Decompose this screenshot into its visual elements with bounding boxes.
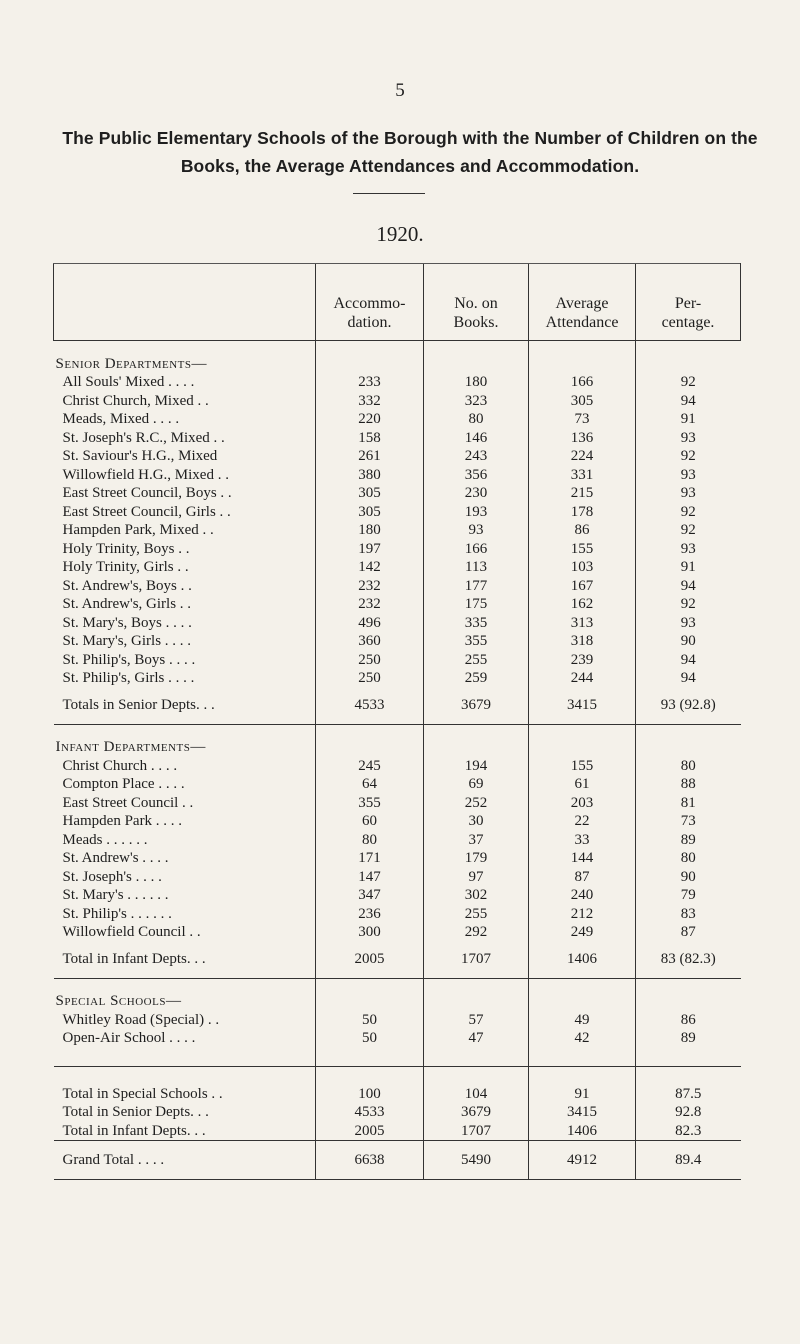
table-row — [54, 410, 741, 429]
percentage-cell: 83 (82.3) — [636, 942, 741, 979]
accommodation-cell: 347 — [316, 886, 424, 905]
accommodation-cell: 380 — [316, 466, 424, 485]
books-cell: 179 — [424, 849, 529, 868]
table-row — [54, 503, 741, 522]
spacer-row — [54, 1066, 741, 1085]
percentage-cell: 92 — [636, 503, 741, 522]
school-name: St. Philip's, Girls . . . . — [62, 670, 195, 686]
average-attendance-cell: 42 — [529, 1029, 636, 1048]
table-row — [54, 392, 741, 411]
table-row — [54, 558, 741, 577]
average-attendance-cell: 203 — [529, 794, 636, 813]
books-cell: 255 — [424, 905, 529, 924]
percentage-cell: 94 — [636, 577, 741, 596]
accommodation-cell: 50 — [316, 1011, 424, 1030]
accommodation-cell: 250 — [316, 669, 424, 688]
accommodation-cell: 142 — [316, 558, 424, 577]
accommodation-cell: 232 — [316, 577, 424, 596]
total-label: Total in Infant Depts. . . — [54, 942, 316, 979]
table-row — [54, 466, 741, 485]
books-cell: 302 — [424, 886, 529, 905]
school-name: Christ Church, Mixed . . — [62, 392, 209, 409]
table-row — [54, 484, 741, 503]
accommodation-cell: 233 — [316, 373, 424, 392]
average-attendance-cell: 22 — [529, 812, 636, 831]
books-cell: 3679 — [424, 1103, 529, 1122]
books-cell: 180 — [424, 373, 529, 392]
school-name: Hampden Park . . . . — [62, 813, 183, 829]
section-heading-senior: Senior Departments— — [55, 355, 207, 372]
percentage-cell: 92 — [636, 595, 741, 614]
grand-total-row — [54, 1141, 741, 1180]
percentage-cell: 86 — [636, 1011, 741, 1030]
percentage-cell: 94 — [636, 392, 741, 411]
school-name: St. Philip's, Boys . . . . — [62, 651, 196, 668]
table-row — [54, 1011, 741, 1030]
section-heading-row — [54, 724, 741, 757]
percentage-cell: 87.5 — [636, 1085, 741, 1104]
table-row — [54, 632, 741, 651]
school-name: East Street Council, Girls . . — [62, 503, 231, 520]
books-cell: 5490 — [424, 1141, 529, 1180]
school-name: Meads, Mixed . . . . — [62, 411, 180, 427]
books-cell: 175 — [424, 595, 529, 614]
books-cell: 146 — [424, 429, 529, 448]
accommodation-cell: 60 — [316, 812, 424, 831]
empty-cell — [316, 978, 424, 1011]
table-row — [54, 651, 741, 670]
school-name: Willowfield H.G., Mixed . . — [62, 466, 229, 483]
summary-label: Total in Special Schools . . — [62, 1085, 223, 1102]
accommodation-cell: 250 — [316, 651, 424, 670]
accommodation-cell: 4533 — [316, 1103, 424, 1122]
books-cell: 335 — [424, 614, 529, 633]
percentage-cell: 92 — [636, 373, 741, 392]
summary-row — [54, 1103, 741, 1122]
average-attendance-cell: 162 — [529, 595, 636, 614]
average-attendance-cell: 215 — [529, 484, 636, 503]
average-attendance-cell: 1406 — [529, 1122, 636, 1141]
percentage-cell: 89.4 — [636, 1141, 741, 1180]
average-attendance-cell: 33 — [529, 831, 636, 850]
summary-row — [54, 1122, 741, 1141]
empty-cell — [424, 1048, 529, 1067]
section-heading-row — [54, 978, 741, 1011]
accommodation-cell: 197 — [316, 540, 424, 559]
school-name: St. Mary's . . . . . . — [62, 887, 169, 903]
school-statistics-table-container — [53, 263, 740, 1180]
table-row — [54, 794, 741, 813]
title-divider — [353, 193, 425, 194]
percentage-cell: 87 — [636, 923, 741, 942]
books-cell: 166 — [424, 540, 529, 559]
percentage-cell: 92 — [636, 447, 741, 466]
books-cell: 47 — [424, 1029, 529, 1048]
school-name: St. Andrew's, Girls . . — [62, 596, 192, 612]
table-row — [54, 595, 741, 614]
summary-label: Total in Senior Depts. . . — [62, 1104, 209, 1120]
school-name: Hampden Park, Mixed . . — [62, 522, 214, 538]
average-attendance-cell: 144 — [529, 849, 636, 868]
accommodation-cell: 4533 — [316, 688, 424, 725]
books-cell: 69 — [424, 775, 529, 794]
books-cell: 30 — [424, 812, 529, 831]
table-row — [54, 812, 741, 831]
percentage-cell: 91 — [636, 558, 741, 577]
books-cell: 356 — [424, 466, 529, 485]
books-cell: 57 — [424, 1011, 529, 1030]
accommodation-cell: 355 — [316, 794, 424, 813]
table-header-row — [54, 264, 741, 341]
school-name: St. Mary's, Girls . . . . — [62, 633, 192, 649]
average-attendance-cell: 239 — [529, 651, 636, 670]
school-name: Whitley Road (Special) . . — [62, 1011, 220, 1028]
books-cell: 292 — [424, 923, 529, 942]
average-attendance-cell: 73 — [529, 410, 636, 429]
infant-total-row — [54, 942, 741, 979]
table-row — [54, 614, 741, 633]
percentage-cell: 90 — [636, 868, 741, 887]
spacer-row — [54, 1048, 741, 1067]
average-attendance-cell: 61 — [529, 775, 636, 794]
average-attendance-cell: 155 — [529, 540, 636, 559]
senior-total-row — [54, 688, 741, 725]
percentage-cell: 89 — [636, 1029, 741, 1048]
accommodation-cell: 158 — [316, 429, 424, 448]
accommodation-cell: 80 — [316, 831, 424, 850]
accommodation-cell: 360 — [316, 632, 424, 651]
books-cell: 259 — [424, 669, 529, 688]
empty-cell — [424, 724, 529, 757]
school-name: Holy Trinity, Boys . . — [62, 540, 190, 557]
percentage-cell: 73 — [636, 812, 741, 831]
page-number: 5 — [395, 80, 405, 101]
average-attendance-cell: 178 — [529, 503, 636, 522]
percentage-cell: 88 — [636, 775, 741, 794]
books-cell: 93 — [424, 521, 529, 540]
header-percentage: Per- centage. — [636, 264, 741, 341]
average-attendance-cell: 313 — [529, 614, 636, 633]
average-attendance-cell: 212 — [529, 905, 636, 924]
average-attendance-cell: 86 — [529, 521, 636, 540]
average-attendance-cell: 249 — [529, 923, 636, 942]
accommodation-cell: 261 — [316, 447, 424, 466]
accommodation-cell: 180 — [316, 521, 424, 540]
books-cell: 355 — [424, 632, 529, 651]
books-cell: 177 — [424, 577, 529, 596]
percentage-cell: 89 — [636, 831, 741, 850]
header-average-attendance: Average Attendance — [529, 264, 636, 341]
empty-cell — [529, 978, 636, 1011]
accommodation-cell: 232 — [316, 595, 424, 614]
school-name: St. Andrew's, Boys . . — [62, 577, 192, 594]
average-attendance-cell: 87 — [529, 868, 636, 887]
school-name: St. Mary's, Boys . . . . — [62, 614, 192, 631]
accommodation-cell: 220 — [316, 410, 424, 429]
percentage-cell: 79 — [636, 886, 741, 905]
header-school-name — [54, 264, 316, 341]
average-attendance-cell: 244 — [529, 669, 636, 688]
average-attendance-cell: 91 — [529, 1085, 636, 1104]
empty-cell — [424, 1066, 529, 1085]
accommodation-cell: 64 — [316, 775, 424, 794]
accommodation-cell: 332 — [316, 392, 424, 411]
books-cell: 252 — [424, 794, 529, 813]
books-cell: 243 — [424, 447, 529, 466]
average-attendance-cell: 4912 — [529, 1141, 636, 1180]
empty-cell — [636, 1048, 741, 1067]
percentage-cell: 93 (92.8) — [636, 688, 741, 725]
percentage-cell: 80 — [636, 849, 741, 868]
table-row — [54, 447, 741, 466]
average-attendance-cell: 3415 — [529, 1103, 636, 1122]
empty-cell — [636, 341, 741, 374]
school-name: Christ Church . . . . — [62, 757, 178, 774]
percentage-cell: 83 — [636, 905, 741, 924]
table-row — [54, 905, 741, 924]
empty-cell — [529, 1066, 636, 1085]
empty-cell — [316, 724, 424, 757]
total-label: Totals in Senior Depts. . . — [54, 688, 316, 725]
accommodation-cell: 171 — [316, 849, 424, 868]
average-attendance-cell: 166 — [529, 373, 636, 392]
books-cell: 255 — [424, 651, 529, 670]
books-cell: 97 — [424, 868, 529, 887]
empty-cell — [424, 341, 529, 374]
books-cell: 37 — [424, 831, 529, 850]
table-row — [54, 831, 741, 850]
books-cell: 80 — [424, 410, 529, 429]
books-cell: 230 — [424, 484, 529, 503]
empty-cell — [529, 724, 636, 757]
percentage-cell: 94 — [636, 651, 741, 670]
school-name: St. Philip's . . . . . . — [62, 905, 172, 922]
average-attendance-cell: 136 — [529, 429, 636, 448]
empty-cell — [316, 1048, 424, 1067]
table-row — [54, 868, 741, 887]
percentage-cell: 93 — [636, 540, 741, 559]
accommodation-cell: 6638 — [316, 1141, 424, 1180]
section-heading-special: Special Schools— — [55, 993, 182, 1009]
table-row — [54, 849, 741, 868]
accommodation-cell: 2005 — [316, 942, 424, 979]
table-body — [54, 341, 741, 1180]
table-row — [54, 373, 741, 392]
table-row — [54, 1029, 741, 1048]
average-attendance-cell: 240 — [529, 886, 636, 905]
section-heading-infant: Infant Departments— — [55, 739, 206, 755]
books-cell: 323 — [424, 392, 529, 411]
percentage-cell: 94 — [636, 669, 741, 688]
school-name: Compton Place . . . . — [62, 776, 185, 792]
percentage-cell: 92 — [636, 521, 741, 540]
percentage-cell: 93 — [636, 466, 741, 485]
school-name: Meads . . . . . . — [62, 831, 148, 848]
percentage-cell: 82.3 — [636, 1122, 741, 1141]
table-row — [54, 540, 741, 559]
header-books: No. on Books. — [424, 264, 529, 341]
average-attendance-cell: 331 — [529, 466, 636, 485]
empty-cell — [529, 341, 636, 374]
average-attendance-cell: 1406 — [529, 942, 636, 979]
accommodation-cell: 305 — [316, 503, 424, 522]
accommodation-cell: 300 — [316, 923, 424, 942]
accommodation-cell: 236 — [316, 905, 424, 924]
average-attendance-cell: 49 — [529, 1011, 636, 1030]
school-name: St. Andrew's . . . . — [62, 850, 169, 866]
books-cell: 193 — [424, 503, 529, 522]
school-name: East Street Council, Boys . . — [62, 485, 232, 501]
table-row — [54, 669, 741, 688]
average-attendance-cell: 318 — [529, 632, 636, 651]
empty-cell — [316, 341, 424, 374]
empty-cell — [316, 1066, 424, 1085]
school-name: Holy Trinity, Girls . . — [62, 559, 189, 575]
percentage-cell: 93 — [636, 614, 741, 633]
books-cell: 113 — [424, 558, 529, 577]
accommodation-cell: 245 — [316, 757, 424, 776]
table-row — [54, 775, 741, 794]
percentage-cell: 93 — [636, 484, 741, 503]
school-name: St. Joseph's . . . . — [62, 868, 162, 885]
books-cell: 104 — [424, 1085, 529, 1104]
percentage-cell: 81 — [636, 794, 741, 813]
section-heading-row — [54, 341, 741, 374]
percentage-cell: 92.8 — [636, 1103, 741, 1122]
grand-total-label: Grand Total . . . . — [54, 1141, 316, 1180]
average-attendance-cell: 224 — [529, 447, 636, 466]
average-attendance-cell: 103 — [529, 558, 636, 577]
table-row — [54, 757, 741, 776]
books-cell: 194 — [424, 757, 529, 776]
school-name: St. Saviour's H.G., Mixed — [62, 448, 218, 464]
average-attendance-cell: 167 — [529, 577, 636, 596]
school-name: All Souls' Mixed . . . . — [62, 374, 195, 390]
table-row — [54, 429, 741, 448]
table-row — [54, 521, 741, 540]
empty-cell — [424, 978, 529, 1011]
percentage-cell: 90 — [636, 632, 741, 651]
percentage-cell: 80 — [636, 757, 741, 776]
table-row — [54, 923, 741, 942]
accommodation-cell: 50 — [316, 1029, 424, 1048]
average-attendance-cell: 155 — [529, 757, 636, 776]
school-name: St. Joseph's R.C., Mixed . . — [62, 429, 225, 446]
school-name: Open-Air School . . . . — [62, 1030, 196, 1046]
books-cell: 3679 — [424, 688, 529, 725]
average-attendance-cell: 305 — [529, 392, 636, 411]
year-heading: 1920. — [376, 222, 424, 246]
school-statistics-table — [53, 263, 741, 1180]
header-accommodation: Accommo- dation. — [316, 264, 424, 341]
school-name: East Street Council . . — [62, 794, 194, 811]
books-cell: 1707 — [424, 942, 529, 979]
school-name: Willowfield Council . . — [62, 924, 201, 940]
summary-row — [54, 1085, 741, 1104]
table-row — [54, 577, 741, 596]
empty-cell — [636, 978, 741, 1011]
percentage-cell: 91 — [636, 410, 741, 429]
accommodation-cell: 2005 — [316, 1122, 424, 1141]
table-row — [54, 886, 741, 905]
empty-cell — [636, 1066, 741, 1085]
empty-cell — [636, 724, 741, 757]
average-attendance-cell: 3415 — [529, 688, 636, 725]
books-cell: 1707 — [424, 1122, 529, 1141]
summary-label: Total in Infant Depts. . . — [62, 1122, 206, 1139]
accommodation-cell: 305 — [316, 484, 424, 503]
percentage-cell: 93 — [636, 429, 741, 448]
empty-cell — [529, 1048, 636, 1067]
accommodation-cell: 496 — [316, 614, 424, 633]
page-title: The Public Elementary Schools of the Borough with the Number of Children on the Books, the Average Attendances and Accommodation. — [62, 128, 758, 176]
accommodation-cell: 147 — [316, 868, 424, 887]
accommodation-cell: 100 — [316, 1085, 424, 1104]
